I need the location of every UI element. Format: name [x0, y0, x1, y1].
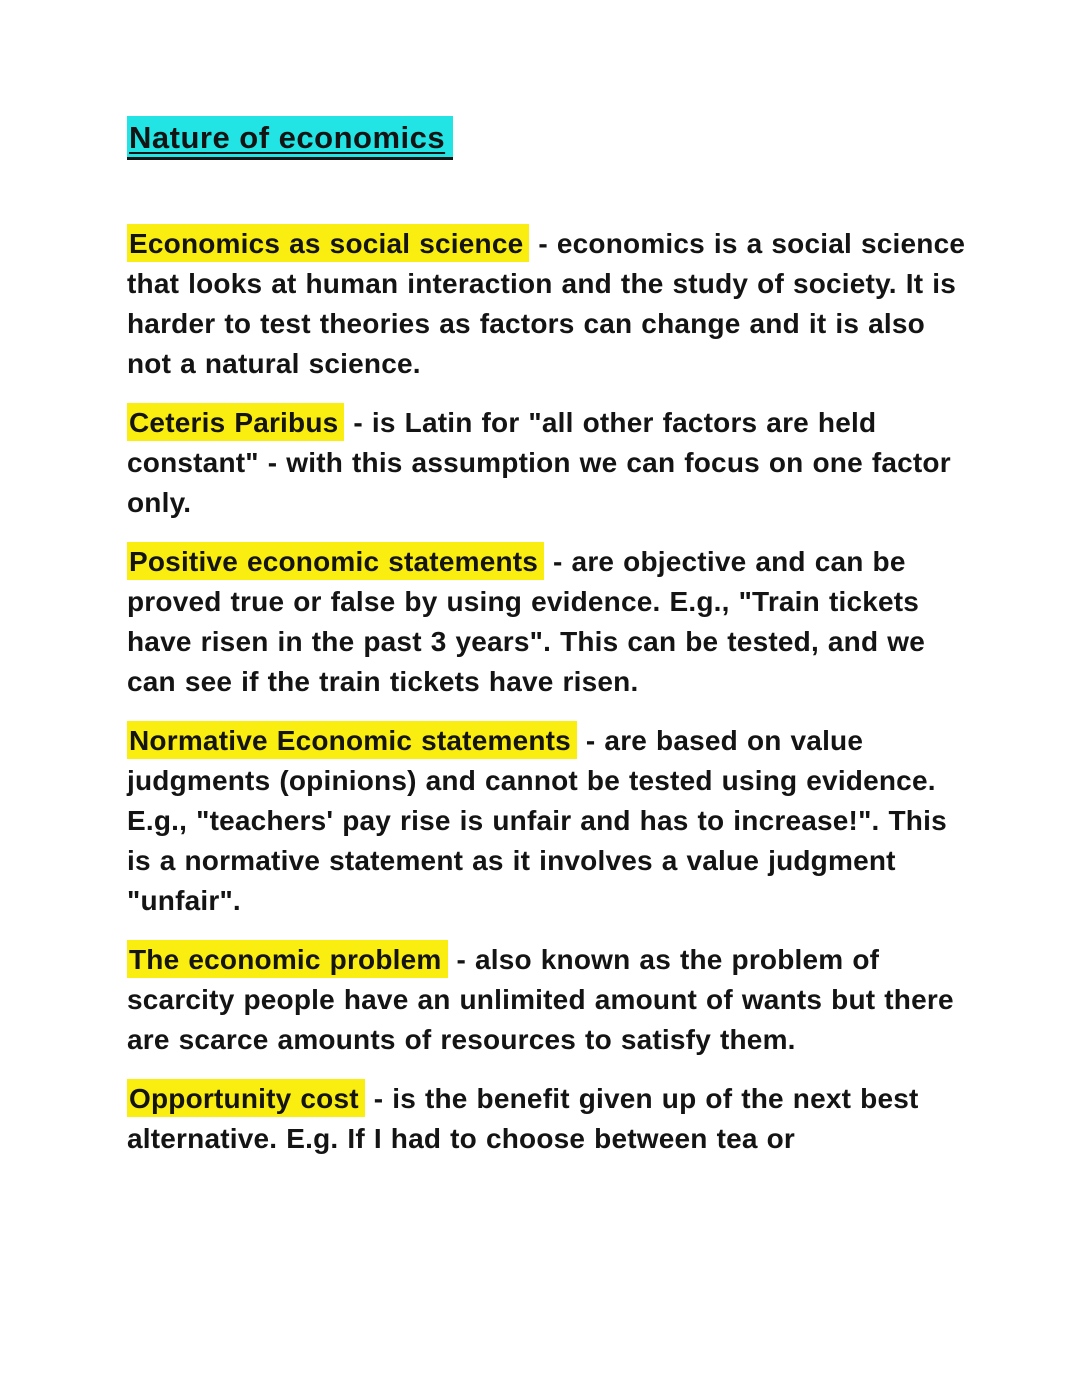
definition-text: - are based on value judgments (opinions) and cannot be tested using evidence. E.g., "teachers' pay rise is unfair and has to increase!". This is a normative statement as it involves a value judgment "unfair".	[127, 725, 947, 916]
document-page	[127, 118, 967, 1178]
definition-text: - is the benefit given up of the next best alternative. E.g. If I had to choose between tea or	[127, 1083, 919, 1154]
page-title	[127, 118, 967, 158]
highlighted-term: Economics as social science	[127, 224, 529, 262]
highlighted-term: Positive economic statements	[127, 542, 544, 580]
definition-paragraph-opportunity-cost	[127, 1079, 967, 1159]
highlighted-term: Normative Economic statements	[127, 721, 577, 759]
definition-paragraph-the-economic-problem	[127, 940, 967, 1060]
definition-paragraph-normative-economic-statements	[127, 721, 967, 921]
definition-text: - is Latin for "all other factors are held constant" - with this assumption we can focus on one factor only.	[127, 407, 951, 518]
highlighted-term: Opportunity cost	[127, 1079, 365, 1117]
definition-text: - are objective and can be proved true or false by using evidence. E.g., "Train tickets have risen in the past 3 years". This can be tested, and we can see if the train tickets have risen.	[127, 546, 926, 697]
definition-paragraph-economics-as-social-science	[127, 224, 967, 384]
definition-paragraph-positive-economic-statements	[127, 542, 967, 702]
title-highlight: Nature of economics	[127, 116, 453, 160]
definition-text: - also known as the problem of scarcity people have an unlimited amount of wants but there are scarce amounts of resources to satisfy them.	[127, 944, 954, 1055]
highlighted-term: Ceteris Paribus	[127, 403, 344, 441]
highlighted-term: The economic problem	[127, 940, 448, 978]
definition-paragraph-ceteris-paribus	[127, 403, 967, 523]
definition-text: - economics is a social science that looks at human interaction and the study of society. It is harder to test theories as factors can change and it is also not a natural science.	[127, 228, 966, 379]
